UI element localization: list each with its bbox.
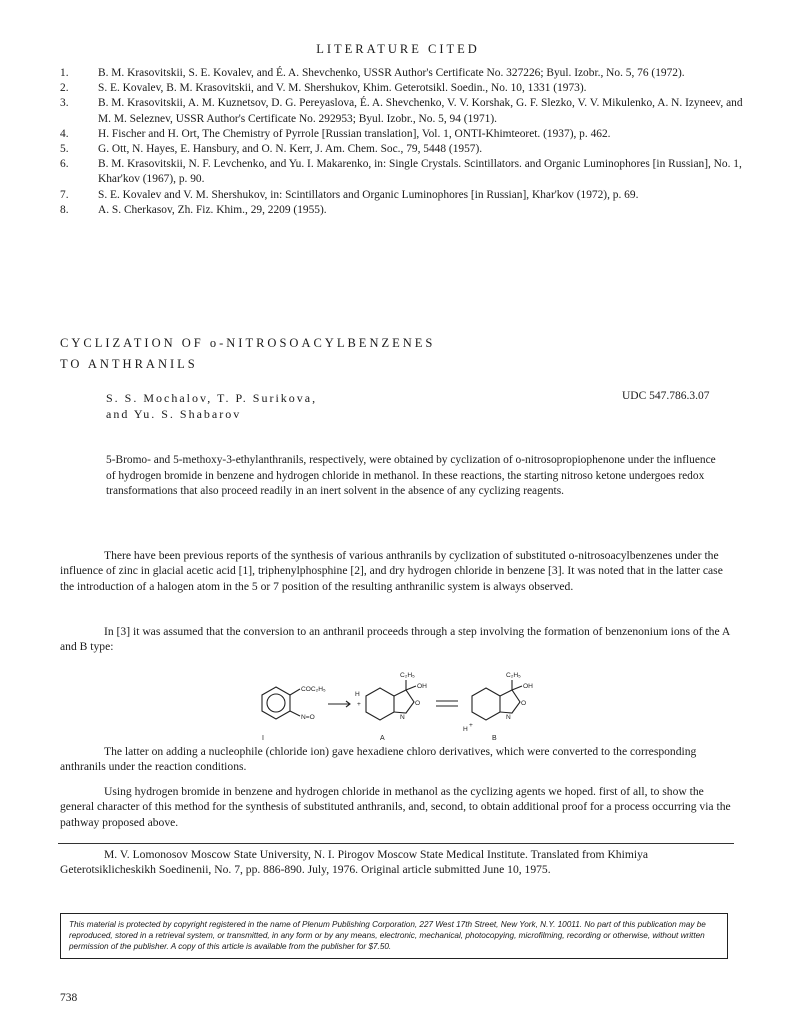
reference-text: B. M. Krasovitskii, A. M. Kuznetsov, D. G. Pereyaslova, É. A. Shevchenko, V. V. Korshak, G. F. Slezko, V. V. Mikulenko, A. N. Izyneev, and M. M. Seleznev, USSR Author's Certificate No. 292953; Byul. Izobr., No. 5, 94 (1971).	[98, 97, 743, 125]
body-paragraph-1: There have been previous reports of the synthesis of various anthranils by cyclization of substituted o-nitrosoacylbenzenes under the influence of zinc in glacial acetic acid [1], triphenylphosphine [2], and dry hydrogen chloride in benzene [3]. It was noted that in the latter case the introduction of a halogen atom in the 5 or 7 position of the resulting anthranilic system is always observed.	[60, 549, 723, 593]
abstract: 5-Bromo- and 5-methoxy-3-ethylanthranils, respectively, were obtained by cyclization of o-nitrosopropiophenone under the influence of hydrogen bromide in benzene and hydrogen chloride in methanol. In these reactions, the starting nitroso ketone undergoes redox transformations that also proceed readily in an inert solvent in the absence of any cyclizing reagents.	[106, 454, 716, 498]
page-number: 738	[60, 992, 78, 1004]
authors-line2: and Yu. S. Shabarov	[106, 407, 242, 421]
reference-item	[60, 66, 750, 81]
article-title-line1: CYCLIZATION OF o-NITROSOACYLBENZENES	[60, 336, 436, 350]
udc-code: UDC 547.786.3.07	[622, 390, 710, 402]
body-paragraph-3: The latter on adding a nucleophile (chloride ion) gave hexadiene chloro derivatives, which were converted to the corresponding anthranils under the reaction conditions.	[60, 745, 697, 774]
scheme-label-b: B	[492, 735, 497, 742]
body-paragraph-2: In [3] it was assumed that the conversion to an anthranil proceeds through a step involving the formation of benzenonium ions of the A and B type:	[60, 625, 730, 654]
reference-number: 7.	[60, 188, 69, 201]
scheme-label-a: A	[380, 735, 385, 742]
scheme-label-i: I	[262, 735, 264, 742]
scheme-plus-a: +	[357, 701, 361, 708]
article-title-line2: TO ANTHRANILS	[60, 357, 198, 371]
scheme-h-a: H	[355, 691, 360, 698]
reference-text: B. M. Krasovitskii, S. E. Kovalev, and É. A. Shevchenko, USSR Author's Certificate No. 327226; Byul. Izobr., No. 5, 76 (1972).	[98, 67, 685, 79]
reference-text: G. Ott, N. Hayes, E. Hansbury, and O. N. Kerr, J. Am. Chem. Soc., 79, 5448 (1957).	[98, 143, 483, 156]
reference-text: B. M. Krasovitskii, N. F. Levchenko, and Yu. I. Makarenko, in: Single Crystals. Scintillators. and Organic Luminophores [in Russian], No. 1, Khar'kov (1967), p. 90.	[98, 158, 742, 186]
reference-number: 5.	[60, 143, 69, 156]
reference-item	[60, 188, 750, 203]
reference-text: S. E. Kovalev and V. M. Shershukov, in: Scintillators and Organic Luminophores [in Russian], Khar'kov (1972), p. 69.	[98, 188, 639, 201]
reference-text: S. E. Kovalev, B. M. Krasovitskii, and V. M. Shershukov, Khim. Geterotsikl. Soedin., No. 10, 1331 (1973).	[98, 82, 587, 95]
scheme-coc2h5: COC₂H₅	[301, 686, 326, 693]
reference-text: H. Fischer and H. Ort, The Chemistry of Pyrrole [Russian translation], Vol. 1, ONTI-Khimteoret. (1937), p. 462.	[98, 127, 611, 140]
reference-number: 2.	[60, 82, 69, 95]
footnote-rule	[58, 843, 734, 844]
scheme-o-b: O	[521, 700, 527, 707]
scheme-n-b: N	[506, 714, 511, 721]
reference-number: 3.	[60, 97, 69, 110]
scheme-oh-a: OH	[417, 683, 427, 690]
scheme-oh-b: OH	[523, 683, 533, 690]
reference-item	[60, 203, 750, 218]
copyright-notice: This material is protected by copyright registered in the name of Plenum Publishing Corporation, 227 West 17th Street, New York, N.Y. 10011. No part of this publication may be reproduced, stored in a retrieval system, or transmitted, in any form or by any means, electronic, mechanical, photocopying, microfilming, recording or otherwise, without written permission of the publisher. A copy of this article is available from the publisher for $7.50.	[60, 913, 728, 959]
reference-text: A. S. Cherkasov, Zh. Fiz. Khim., 29, 2209 (1955).	[98, 203, 327, 216]
reference-item	[60, 81, 750, 96]
authors-line1: S. S. Mochalov, T. P. Surikova,	[106, 391, 318, 405]
scheme-o-a: O	[415, 700, 421, 707]
reference-item	[60, 157, 750, 187]
scheme-ethyl-a: C₂H₅	[400, 672, 415, 679]
reference-number: 1.	[60, 67, 69, 79]
affiliation-footnote: M. V. Lomonosov Moscow State University, N. I. Pirogov Moscow State Medical Institute. Translated from Khimiya Geterotsiklicheskikh Soedinenii, No. 7, pp. 886-890. July, 1976. Original article submitted June 10, 1975.	[60, 848, 649, 877]
body-paragraph-4: Using hydrogen bromide in benzene and hydrogen chloride in methanol as the cyclizing agents we hoped. first of all, to show the general character of this method for the synthesis of substituted anthranils, and, second, to obtain additional proof for a process occurring via the pathway proposed above.	[60, 785, 731, 829]
literature-cited-heading: LITERATURE CITED	[316, 42, 480, 56]
scheme-n-a: N	[400, 714, 405, 721]
reference-list	[60, 66, 750, 218]
scheme-plus-b: +	[469, 722, 473, 729]
reference-number: 6.	[60, 158, 69, 171]
reference-number: 4.	[60, 127, 69, 140]
reference-item	[60, 142, 750, 157]
reference-item	[60, 127, 750, 142]
scheme-ethyl-b: C₂H₅	[506, 672, 521, 679]
scheme-h-b: H	[463, 726, 468, 733]
reference-item	[60, 96, 750, 126]
scheme-nitroso: N=O	[301, 714, 315, 721]
reference-number: 8.	[60, 203, 69, 216]
